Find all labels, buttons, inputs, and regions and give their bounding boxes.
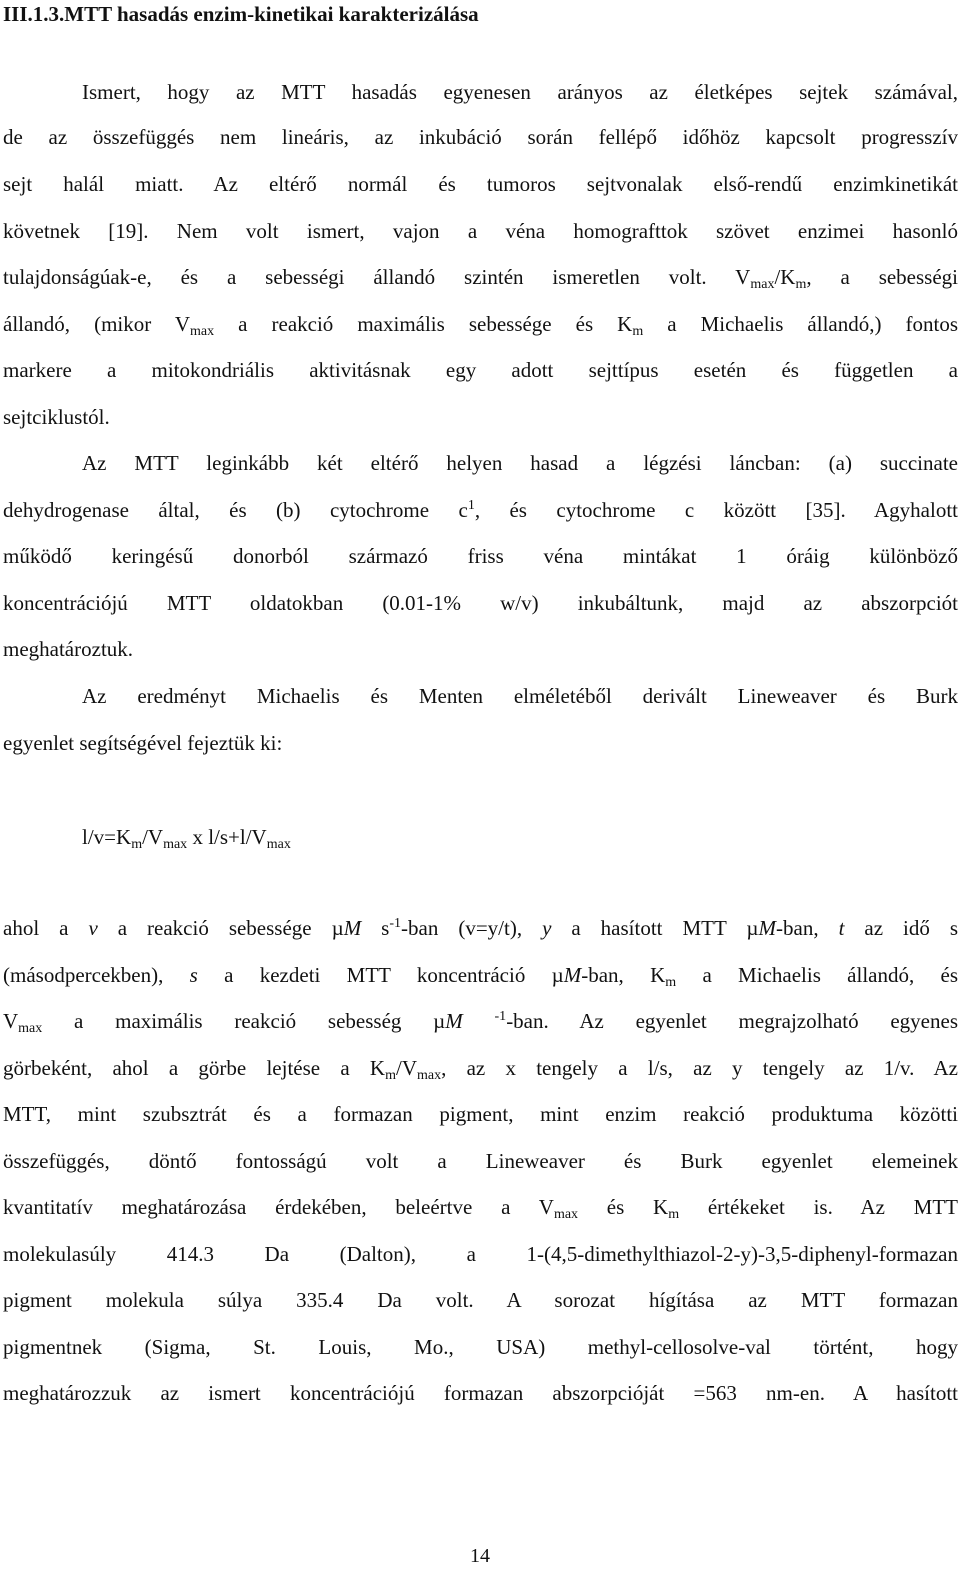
paragraph-4-line-9: pigment molekula súlya 335.4 Da volt. A sorozat hígítása az MTT formazan <box>3 1288 958 1312</box>
paragraph-2-line-1: Az MTT leginkább két eltérő helyen hasad a légzési láncban: (a) succinate <box>82 451 958 475</box>
paragraph-2-line-5: meghatároztuk. <box>3 637 134 661</box>
paragraph-4-line-10: pigmentnek (Sigma, St. Louis, Mo., USA) methyl-cellosolve-val történt, hogy <box>3 1335 958 1359</box>
paragraph-1-line-6: állandó, (mikor $V_{max}$ a reakció maximális sebessége és $K_m$ a Michaelis állandó,) fontos <box>3 312 958 339</box>
paragraph-4-line-7: kvantitatív meghatározása érdekében, beleértve a $V_{max}$ és $K_m$ értékeket is. Az MTT <box>3 1195 958 1222</box>
paragraph-3-line-1: Az eredményt Michaelis és Menten elméletéből derivált Lineweaver és Burk <box>82 684 958 708</box>
paragraph-4-line-1: ahol a v a reakció sebessége µM $s^{-1}$-ban (v=y/t), y a hasított MTT µM-ban, t az idő s <box>3 916 958 940</box>
paragraph-4-line-11: meghatározzuk az ismert koncentrációjú formazan abszorpcióját =563 nm-en. A hasított <box>3 1381 958 1405</box>
paragraph-4-line-6: összefüggés, döntő fontosságú volt a Lineweaver és Burk egyenlet elemeinek <box>3 1149 958 1173</box>
lineweaver-burk-formula: $l/v=K_m/V_{max}$ x $l/s+l/V_{max}$ <box>82 825 291 852</box>
paragraph-4-line-3: $V_{max}$ a maximális reakció sebesség µM $^{-1}$-ban. Az egyenlet megrajzolható egyenes <box>3 1009 958 1036</box>
paragraph-4-line-5: MTT, mint szubsztrát és a formazan pigment, mint enzim reakció produktuma közötti <box>3 1102 958 1126</box>
paragraph-4-line-8: molekulasúly 414.3 Da (Dalton), a 1-(4,5-dimethylthiazol-2-y)-3,5-diphenyl-formazan <box>3 1242 958 1266</box>
paragraph-2-line-2: dehydrogenase által, és (b) cytochrome $c^1$, és cytochrome c között [35]. Agyhalott <box>3 498 958 522</box>
paragraph-1-line-7: markere a mitokondriális aktivitásnak egy adott sejttípus esetén és független a <box>3 358 958 382</box>
paragraph-2-line-3: működő keringésű donorból származó friss véna mintákat 1 óráig különböző <box>3 544 958 568</box>
paragraph-1-line-4: követnek [19]. Nem volt ismert, vajon a véna homografttok szövet enzimei hasonló <box>3 219 958 243</box>
paragraph-2-line-4: koncentrációjú MTT oldatokban (0.01-1% w/v) inkubáltunk, majd az abszorpciót <box>3 591 958 615</box>
paragraph-1-line-5: tulajdonságúak-e, és a sebességi állandó szintén ismeretlen volt. $V_{max}/K_m$, a sebességi <box>3 265 959 292</box>
page-number: 14 <box>470 1545 490 1567</box>
paragraph-1-line-2: de az összefüggés nem lineáris, az inkubáció során fellépő időhöz kapcsolt progresszív <box>3 125 958 149</box>
paragraph-1-line-8: sejtciklustól. <box>3 405 110 429</box>
paragraph-1-line-3: sejt halál miatt. Az eltérő normál és tumoros sejtvonalak első-rendű enzimkinetikát <box>3 172 958 196</box>
paragraph-3-line-2: egyenlet segítségével fejeztük ki: <box>3 731 283 755</box>
paragraph-4-line-4: görbeként, ahol a görbe lejtése a $K_m/V_{max}$, az x tengely a l/s, az y tengely az 1/v. Az <box>3 1056 958 1083</box>
paragraph-4-line-2: (másodpercekben), s a kezdeti MTT koncentráció µM-ban, $K_m$ a Michaelis állandó, és <box>3 963 959 990</box>
section-heading: III.1.3.MTT hasadás enzim-kinetikai karakterizálása <box>3 2 479 26</box>
paragraph-1-line-1: Ismert, hogy az MTT hasadás egyenesen arányos az életképes sejtek számával, <box>82 80 958 104</box>
